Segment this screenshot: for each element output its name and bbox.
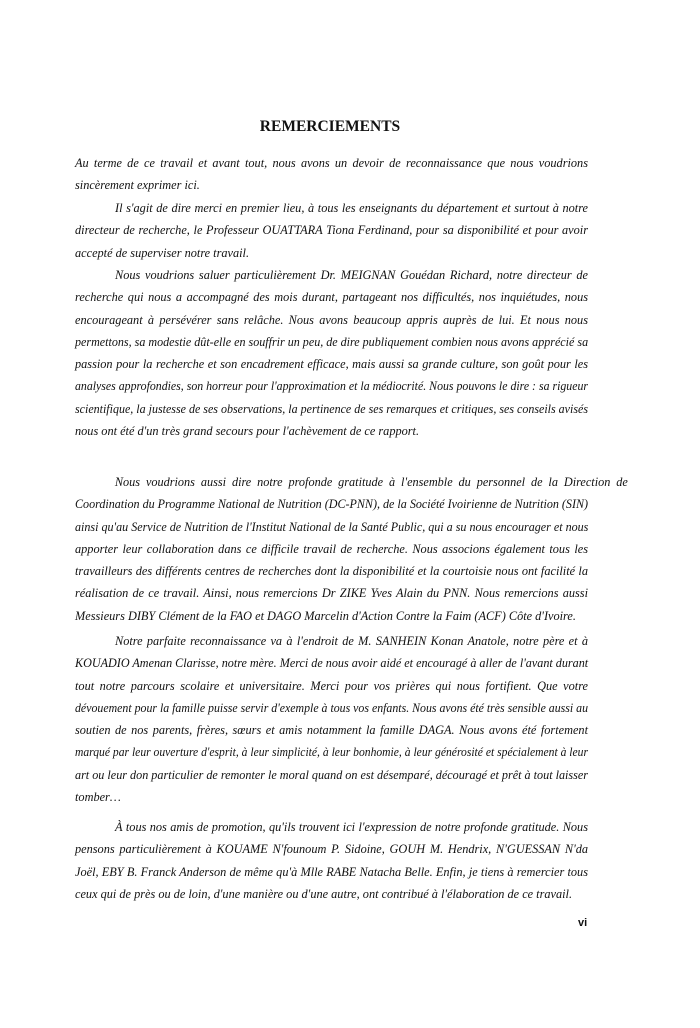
paragraph-5 [75, 630, 588, 808]
text-line: soutien de nos parents, frères, sœurs et amis notamment la famille DAGA. Nous avons été fortement [75, 723, 588, 738]
text-line: apporter leur collaboration dans ce difficile travail de recherche. Nous associons également tous les [75, 541, 588, 556]
text-line: KOUADIO Amenan Clarisse, notre mère. Merci de nous avoir aidé et encouragé à aller de l'avant durant [75, 656, 589, 671]
text-line: permettons, sa modestie dût-elle en souffrir un peu, de dire publiquement combien nous avons apprécié sa [75, 334, 589, 349]
text-line: dévouement pour la famille puisse servir d'exemple à tous vos enfants. Nous avons été très sensible aussi au [75, 700, 589, 715]
text-line: sincèrement exprimer ici. [75, 178, 200, 193]
text-line: Au terme de ce travail et avant tout, nous avons un devoir de reconnaissance que nous voudrions [75, 156, 588, 170]
text-line: tomber… [75, 790, 121, 805]
text-line: pensons particulièrement à KOUAME N'founoum P. Sidoine, GOUH M. Hendrix, N'GUESSAN N'da [75, 842, 588, 857]
text-line: accepté de superviser notre travail. [75, 245, 250, 260]
text-line: Nous voudrions aussi dire notre profonde gratitude à l'ensemble du personnel de la Direction de [114, 475, 628, 489]
page-number: vi [578, 917, 588, 929]
text-line: Coordination du Programme National de Nutrition (DC-PNN), de la Société Ivoirienne de Nutrition (SIN) [75, 497, 589, 512]
paragraph-6 [75, 816, 588, 905]
paragraph-3 [75, 264, 588, 442]
text-line: tout notre parcours scolaire et universitaire. Merci pour vos prières qui nous fortifient. Que votre [75, 678, 588, 693]
text-line: nous ont été d'un très grand secours pour l'achèvement de ce rapport. [75, 424, 420, 439]
text-line: marqué par leur ouverture d'esprit, à leur simplicité, à leur bonhomie, à leur générosité et spécialement à leur [75, 745, 588, 760]
text-line: encourageant à persévérer sans relâche. Nous avons beaucoup appris auprès de lui. Et nous nous [75, 312, 588, 327]
paragraph-1 [75, 152, 588, 197]
text-line: Notre parfaite reconnaissance va à l'endroit de M. SANHEIN Konan Anatole, notre père et à [115, 634, 588, 648]
text-line: réalisation de ce travail. Ainsi, nous remercions Dr ZIKE Yves Alain du PNN. Nous remercions aussi [75, 586, 588, 601]
text-line: ainsi qu'au Service de Nutrition de l'Institut National de la Santé Public, qui a su nous encourager et nous [75, 519, 589, 534]
page-title: REMERCIEMENTS [259, 118, 401, 135]
text-line: Nous voudrions saluer particulièrement Dr. MEIGNAN Gouédan Richard, notre directeur de [115, 268, 588, 282]
paragraph-4 [75, 471, 628, 627]
text-line: analyses approfondies, son horreur pour l'approximation et la médiocrité. Nous pouvons le dire : sa rigueur [75, 379, 588, 394]
text-line: Messieurs DIBY Clément de la FAO et DAGO Marcelin d'Action Contre la Faim (ACF) Côte d'Ivoire. [75, 608, 576, 623]
text-line: art ou leur don particulier de remonter le moral quand on est désemparé, découragé et prêt à tout laisser [75, 767, 589, 782]
text-line: scientifique, la justesse de ses observations, la pertinence de ses remarques et critiques, ses conseils avisés [75, 401, 588, 416]
text-line: ceux qui de près ou de loin, d'une manière ou d'une autre, ont contribué à l'élaboration de ce travail. [75, 886, 573, 901]
text-line: directeur de recherche, le Professeur OUATTARA Tiona Ferdinand, pour sa disponibilité et pour avoir [75, 223, 588, 238]
paragraph-2 [75, 197, 588, 264]
text-line: Joël, EBY B. Franck Anderson de même qu'à Mlle RABE Natacha Belle. Enfin, je tiens à remercier tous [75, 864, 588, 879]
text-line: Il s'agit de dire merci en premier lieu, à tous les enseignants du département et surtout à notre [115, 201, 588, 215]
text-line: À tous nos amis de promotion, qu'ils trouvent ici l'expression de notre profonde gratitude. Nous [115, 820, 588, 834]
text-line: travailleurs des différents centres de recherches dont la disponibilité et la courtoisie nous ont facilité la [75, 564, 588, 579]
text-line: passion pour la recherche et son encadrement efficace, mais aussi sa grande culture, son goût pour les [75, 357, 588, 372]
text-line: recherche qui nous a accompagné des mois durant, partageant nos difficultés, nos inquiétudes, nous [75, 290, 588, 305]
